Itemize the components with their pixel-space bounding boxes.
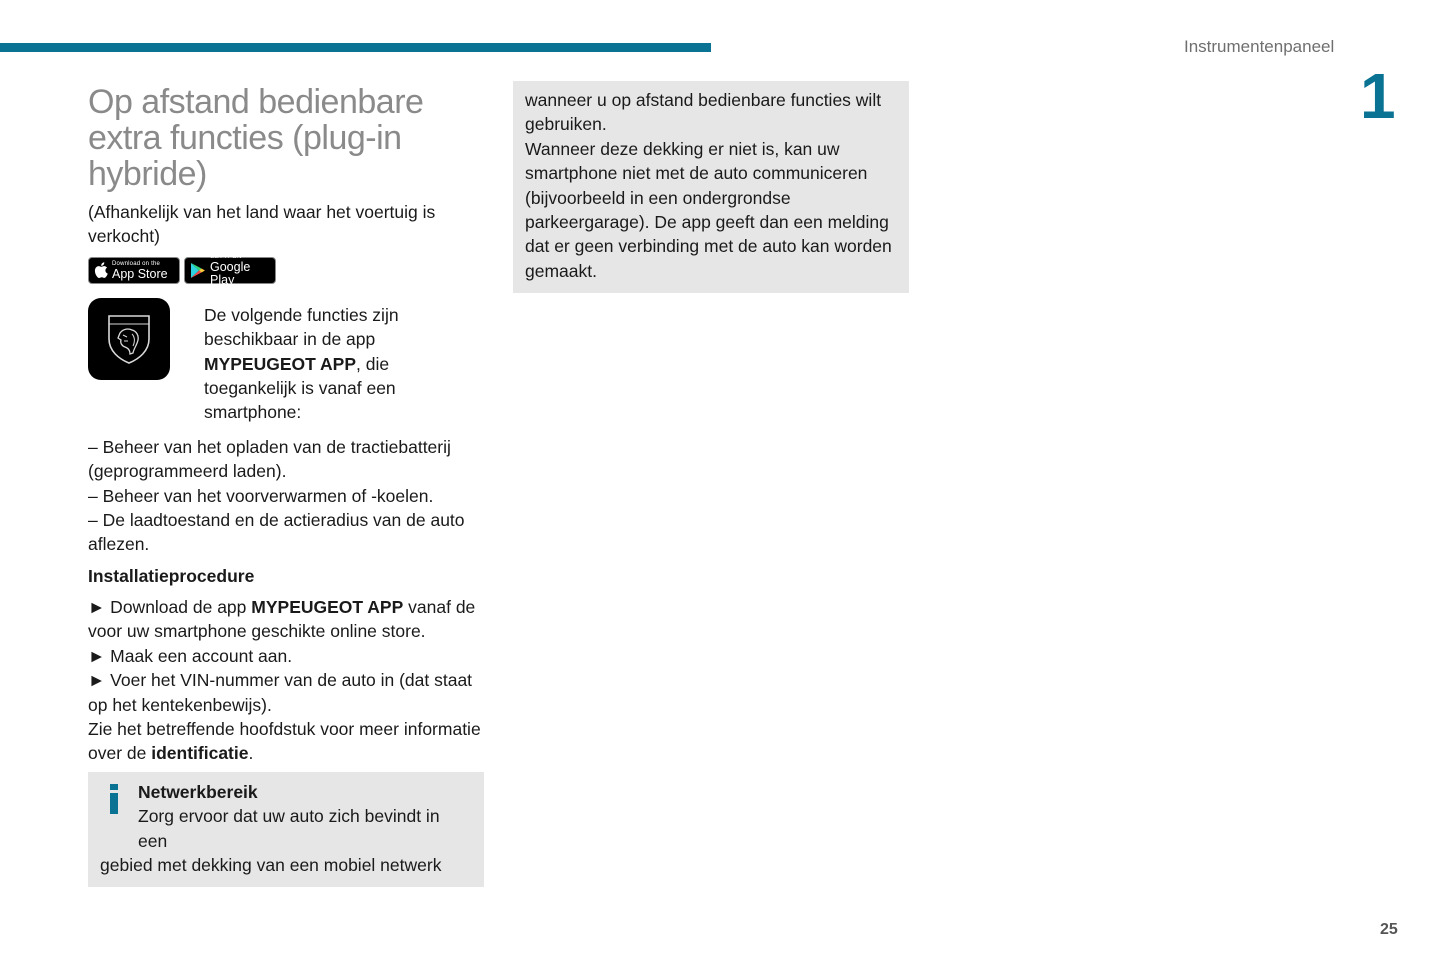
info-text-line: Zorg ervoor dat uw auto zich bevindt in een (138, 806, 440, 851)
google-play-label: Google Play (210, 260, 251, 287)
app-store-badge[interactable] (88, 257, 180, 284)
see-also-text: Zie het betreffende hoofdstuk voor meer informatie over de (88, 718, 481, 764)
step-app-name: MYPEUGEOT APP (251, 596, 404, 617)
peugeot-app-icon (88, 298, 170, 380)
google-play-icon (190, 262, 206, 279)
info-icon (108, 784, 120, 814)
info-title: Netwerkbereik (138, 781, 258, 802)
app-store-small: Download on the (112, 260, 161, 267)
title-line: Op afstand bedienbare (88, 83, 424, 121)
function-list (88, 435, 484, 557)
step-item (88, 595, 484, 644)
info-text-line: gebied met dekking van een mobiel netwerk (100, 854, 442, 875)
install-steps (88, 595, 484, 766)
chapter-number: 1 (1360, 60, 1396, 132)
google-play-badge[interactable] (184, 254, 276, 287)
page-number: 25 (1380, 921, 1398, 938)
step-text: vanaf de voor uw smartphone geschikte online store. (88, 596, 476, 642)
see-also-link-text: identificatie (151, 743, 249, 764)
install-heading: Installatieprocedure (88, 565, 255, 586)
left-column (88, 84, 484, 887)
availability-note: (Afhankelijk van het land waar het voertuig is verkocht) (88, 202, 436, 247)
step-item: ► Voer het VIN-nummer van de auto in (dat staat op het kentekenbewijs). (88, 670, 473, 715)
see-also-note (88, 717, 484, 766)
network-info-continued (513, 81, 909, 293)
title-line: hybride) (88, 155, 207, 193)
app-intro-text (204, 303, 444, 425)
app-name: MYPEUGEOT APP (204, 353, 357, 374)
app-intro-before: De volgende functies zijn beschikbaar in de app (204, 304, 399, 350)
section-name: Instrumentenpaneel (1184, 37, 1335, 56)
continued-text: Wanneer deze dekking er niet is, kan uw smartphone niet met de auto communiceren (bijvoorbeeld in een ondergrondse parkeergarage). De app geeft dan een melding dat er geen verbinding met de auto kan worden gemaakt. (525, 138, 892, 281)
see-also-end: . (248, 743, 254, 764)
continued-text: wanneer u op afstand bedienbare functies wilt gebruiken. (525, 90, 882, 135)
google-play-small: GET IT ON (210, 254, 242, 261)
app-intro-after: , die toegankelijk is vanaf een smartphone: (204, 353, 396, 423)
apple-icon (94, 262, 108, 278)
step-text: ► Download de app (88, 596, 252, 617)
network-info-box (88, 772, 484, 888)
list-item: – De laadtoestand en de actieradius van de auto aflezen. (88, 510, 465, 555)
header-accent-bar (0, 43, 711, 52)
app-intro-row (88, 298, 484, 425)
store-badges (88, 254, 484, 287)
list-item: – Beheer van het opladen van de tractiebatterij (geprogrammeerd laden). (88, 436, 451, 482)
step-item: ► Maak een account aan. (88, 645, 293, 666)
app-store-label: App Store (112, 266, 168, 281)
peugeot-lion-icon (106, 313, 152, 365)
list-item: – Beheer van het voorverwarmen of -koelen. (88, 485, 434, 506)
page-title (88, 84, 484, 192)
title-line: extra functies (plug-in (88, 119, 402, 157)
